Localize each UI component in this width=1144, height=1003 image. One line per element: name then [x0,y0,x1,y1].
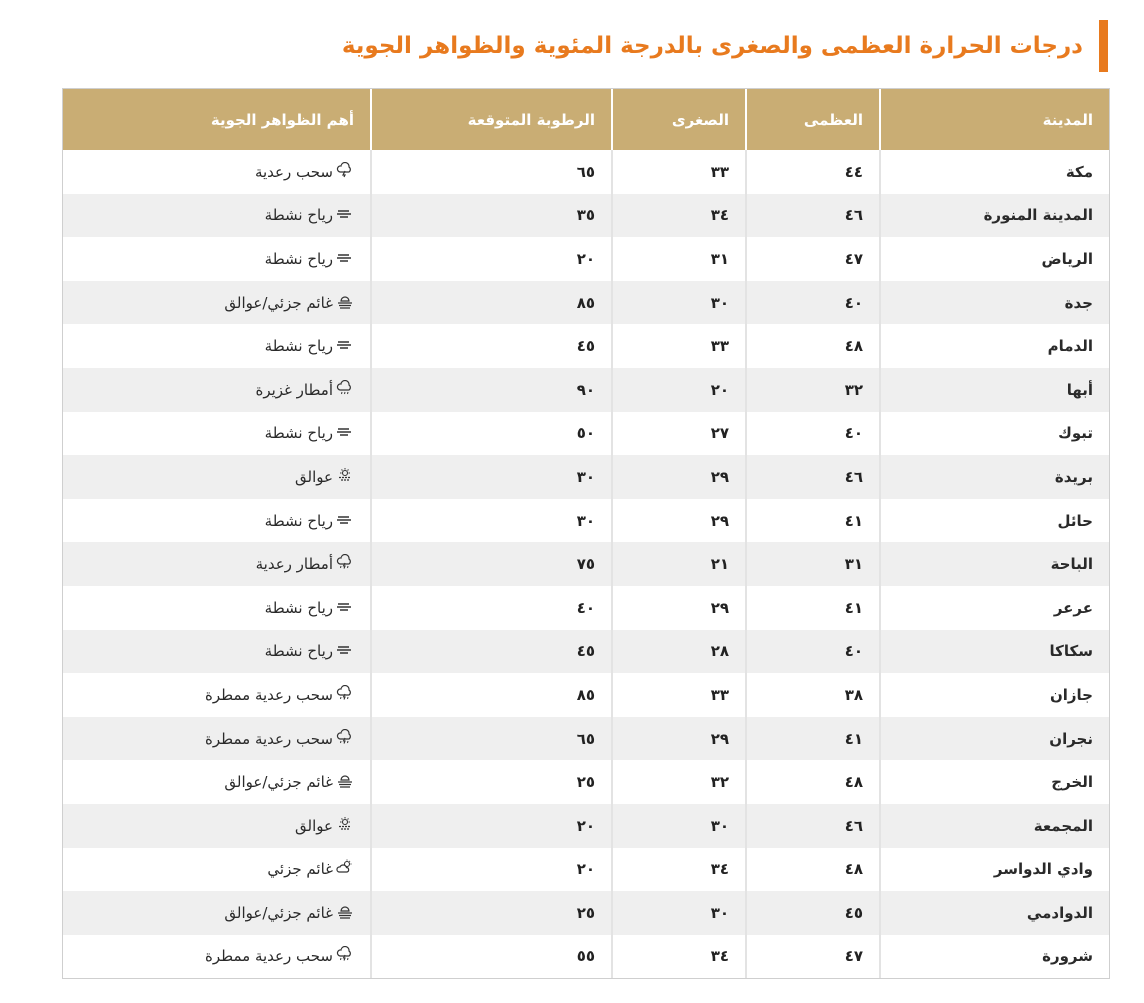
cell-city: الباحة [880,542,1109,586]
cell-max: ٤٤ [746,150,880,194]
cell-min: ٣٣ [612,673,746,717]
cell-max: ٤٠ [746,281,880,325]
table-row [63,673,1109,717]
weather-label: رياح نشطة [264,598,333,617]
cell-weather [63,891,371,935]
cell-humidity: ٧٥ [371,542,612,586]
cell-min: ٣٤ [612,848,746,892]
weather-label: رياح نشطة [264,206,333,225]
cell-city: أبها [880,368,1109,412]
weather-table-container [62,88,1110,979]
weather-label: سحب رعدية ممطرة [205,685,333,704]
cell-city: الخرج [880,760,1109,804]
weather-label: سحب رعدية ممطرة [205,947,333,966]
table-row [63,368,1109,412]
cell-min: ٢٩ [612,499,746,543]
header-humidity: الرطوبة المتوقعة [371,89,612,150]
table-row [63,804,1109,848]
cell-min: ٣٠ [612,281,746,325]
cell-max: ٤٨ [746,848,880,892]
cell-min: ٢١ [612,542,746,586]
cell-max: ٤٧ [746,237,880,281]
cell-weather [63,630,371,674]
cell-city: المجمعة [880,804,1109,848]
cell-city: تبوك [880,412,1109,456]
cell-city: مكة [880,150,1109,194]
cell-city: الدمام [880,324,1109,368]
cell-max: ٤٠ [746,630,880,674]
weather-label: رياح نشطة [264,249,333,268]
haze-cloud-icon [336,903,354,923]
haze-cloud-icon [336,293,354,313]
thunder-rain-icon [336,554,354,574]
cell-min: ٢٧ [612,412,746,456]
wind-icon [336,423,354,443]
cell-humidity: ٣٥ [371,194,612,238]
cell-min: ٣٤ [612,194,746,238]
cell-weather [63,717,371,761]
cell-max: ٤٨ [746,324,880,368]
cell-min: ٢٨ [612,630,746,674]
cell-weather [63,760,371,804]
weather-label: رياح نشطة [264,511,333,530]
table-row [63,412,1109,456]
cell-city: وادي الدواسر [880,848,1109,892]
cell-min: ٢٠ [612,368,746,412]
partly-cloudy-icon [336,859,354,879]
thunder-rain-icon [336,946,354,966]
cell-humidity: ٥٠ [371,412,612,456]
cell-min: ٢٩ [612,586,746,630]
cell-weather [63,499,371,543]
table-row [63,542,1109,586]
cell-min: ٢٩ [612,717,746,761]
cell-weather [63,542,371,586]
cell-humidity: ٣٠ [371,455,612,499]
cell-max: ٣١ [746,542,880,586]
page-title: درجات الحرارة العظمى والصغرى بالدرجة المئوية والظواهر الجوية [341,33,1083,59]
weather-label: سحب رعدية [254,162,333,181]
cell-max: ٤١ [746,586,880,630]
cell-humidity: ٤٥ [371,324,612,368]
cell-min: ٣٣ [612,324,746,368]
cell-city: عرعر [880,586,1109,630]
cell-humidity: ٦٥ [371,150,612,194]
table-row [63,848,1109,892]
thunder-rain-icon [336,729,354,749]
cell-min: ٢٩ [612,455,746,499]
cell-humidity: ٢٥ [371,891,612,935]
cell-city: بريدة [880,455,1109,499]
cell-city: الدوادمي [880,891,1109,935]
cell-max: ٤٥ [746,891,880,935]
cell-city: جازان [880,673,1109,717]
cell-weather [63,194,371,238]
cell-weather [63,412,371,456]
cell-min: ٣٤ [612,935,746,979]
weather-label: أمطار رعدية [255,555,333,574]
cell-max: ٣٢ [746,368,880,412]
cell-humidity: ٢٠ [371,804,612,848]
cell-max: ٤١ [746,499,880,543]
table-row [63,150,1109,194]
table-row [63,237,1109,281]
cell-max: ٤٦ [746,804,880,848]
dust-sun-icon [336,816,354,836]
cell-humidity: ٦٥ [371,717,612,761]
cell-humidity: ٢٥ [371,760,612,804]
cell-city: جدة [880,281,1109,325]
weather-label: رياح نشطة [264,424,333,443]
weather-label: غائم جزئي/عوالق [224,903,333,922]
cell-weather [63,324,371,368]
cell-weather [63,586,371,630]
header-max: العظمى [746,89,880,150]
cell-min: ٣١ [612,237,746,281]
thunder-cloud-icon [336,162,354,182]
table-header-row [63,89,1109,150]
cell-weather [63,150,371,194]
weather-label: سحب رعدية ممطرة [205,729,333,748]
table-row [63,499,1109,543]
wind-icon [336,641,354,661]
cell-max: ٤١ [746,717,880,761]
table-row [63,324,1109,368]
cell-weather [63,673,371,717]
cell-city: شرورة [880,935,1109,979]
weather-label: عوالق [295,467,333,486]
wind-icon [336,205,354,225]
table-body [63,150,1109,978]
cell-weather [63,935,371,979]
cell-humidity: ٥٥ [371,935,612,979]
cell-humidity: ٤٠ [371,586,612,630]
cell-humidity: ٢٠ [371,848,612,892]
cell-max: ٤٨ [746,760,880,804]
rain-cloud-icon [336,380,354,400]
table-row [63,281,1109,325]
cell-city: الرياض [880,237,1109,281]
cell-max: ٤٧ [746,935,880,979]
table-row [63,760,1109,804]
cell-humidity: ٩٠ [371,368,612,412]
table-row [63,455,1109,499]
cell-humidity: ٣٠ [371,499,612,543]
cell-weather [63,804,371,848]
cell-weather [63,281,371,325]
weather-table [63,89,1109,978]
cell-min: ٣٠ [612,804,746,848]
haze-cloud-icon [336,772,354,792]
weather-label: عوالق [295,816,333,835]
table-row [63,717,1109,761]
cell-weather [63,237,371,281]
weather-label: غائم جزئي/عوالق [224,293,333,312]
table-row [63,586,1109,630]
table-row [63,194,1109,238]
header-min: الصغرى [612,89,746,150]
title-accent-bar [1099,20,1108,72]
cell-min: ٣٢ [612,760,746,804]
header-weather: أهم الظواهر الجوية [63,89,371,150]
page-header [342,20,1108,72]
cell-city: حائل [880,499,1109,543]
cell-min: ٣٠ [612,891,746,935]
cell-weather [63,368,371,412]
table-row [63,935,1109,979]
cell-weather [63,848,371,892]
dust-sun-icon [336,467,354,487]
wind-icon [336,249,354,269]
wind-icon [336,511,354,531]
cell-city: المدينة المنورة [880,194,1109,238]
cell-humidity: ٤٥ [371,630,612,674]
header-city: المدينة [880,89,1109,150]
weather-label: رياح نشطة [264,642,333,661]
cell-city: سكاكا [880,630,1109,674]
cell-humidity: ٢٠ [371,237,612,281]
weather-label: غائم جزئي [267,860,333,879]
wind-icon [336,336,354,356]
wind-icon [336,598,354,618]
cell-max: ٤٠ [746,412,880,456]
table-row [63,630,1109,674]
cell-max: ٤٦ [746,455,880,499]
thunder-rain-icon [336,685,354,705]
cell-max: ٤٦ [746,194,880,238]
cell-min: ٣٣ [612,150,746,194]
weather-label: رياح نشطة [264,337,333,356]
cell-humidity: ٨٥ [371,673,612,717]
cell-city: نجران [880,717,1109,761]
weather-label: أمطار غزيرة [255,380,333,399]
table-row [63,891,1109,935]
weather-label: غائم جزئي/عوالق [224,773,333,792]
cell-weather [63,455,371,499]
cell-max: ٣٨ [746,673,880,717]
cell-humidity: ٨٥ [371,281,612,325]
